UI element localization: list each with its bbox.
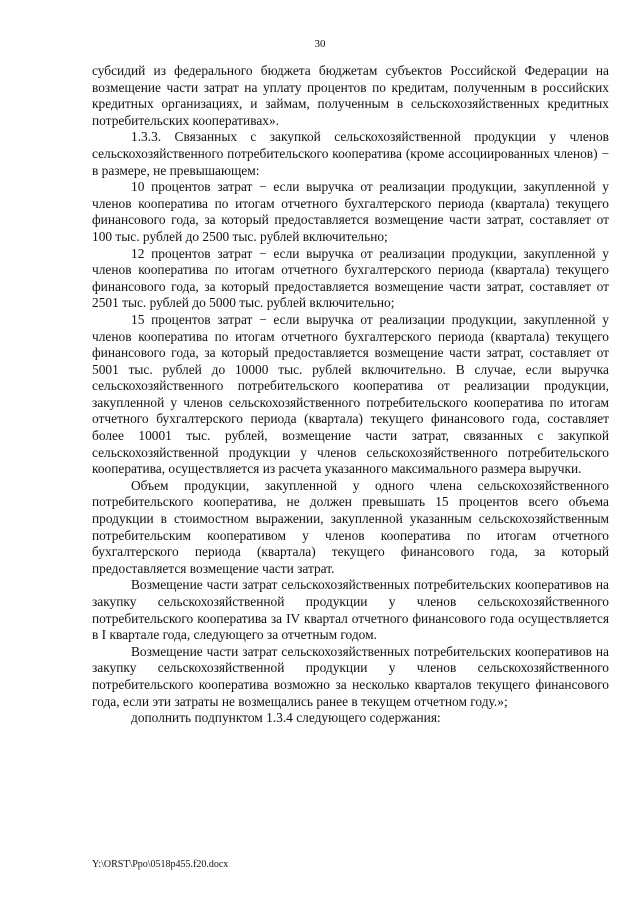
paragraph-q4-reimbursement: Возмещение части затрат сельскохозяйственных потребительских кооперативов на закупку сельскохозяйственной продукции у членов сельскохозяйственного потребительского кооператива за IV квартал отчетного финансового года осуществляется в I квартале года, следующего за отчетным годом. [92,577,609,643]
paragraph-volume-limit: Объем продукции, закупленной у одного члена сельскохозяйственного потребительского кооператива, не должен превышать 15 процентов всего объема продукции в стоимостном выражении, закупленной указанным сельскохозяйственным потребительским кооперативом у членов кооператива по итогам отчетного бухгалтерского периода (квартала) текущего финансового года, за который предоставляется возмещение части затрат. [92,477,609,576]
paragraph-12-percent: 12 процентов затрат − если выручка от реализации продукции, закупленной у членов кооператива по итогам отчетного бухгалтерского периода (квартала) текущего финансового года, за который предоставляется возмещение части затрат, составляет от 2501 тыс. рублей до 5000 тыс. рублей включительно; [92,245,609,311]
paragraph-add-subclause: дополнить подпунктом 1.3.4 следующего содержания: [131,710,441,726]
paragraph-15-percent: 15 процентов затрат − если выручка от реализации продукции, закупленной у членов кооператива по итогам отчетного бухгалтерского периода (квартала) текущего финансового года, за который предоставляется возмещение части затрат, составляет от 5001 тыс. рублей до 10000 тыс. рублей включительно. В случае, если выручка сельскохозяйственного потребительского кооператива от реализации продукции, закупленной у членов сельскохозяйственного потребительского кооператива по итогам отчетного бухгалтерского периода (квартала) текущего финансового года, составляет более 10001 тыс. рублей, возмещение части затрат, связанных с закупкой сельскохозяйственной продукции у членов сельскохозяйственного потребительского кооператива, осуществляется из расчета указанного максимального размера выручки. [92,311,609,477]
footer-file-path: Y:\ORST\Ppo\0518p455.f20.docx [92,859,229,870]
document-body [92,63,609,727]
paragraph-multi-quarter: Возмещение части затрат сельскохозяйственных потребительских кооперативов на закупку сельскохозяйственной продукции у членов сельскохозяйственного потребительского кооператива возможно за несколько кварталов текущего финансового года, если эти затраты не возмещались ранее в текущем отчетном году.»; [92,643,609,709]
paragraph-10-percent: 10 процентов затрат − если выручка от реализации продукции, закупленной у членов кооператива по итогам отчетного бухгалтерского периода (квартала) текущего финансового года, за который предоставляется возмещение части затрат, составляет от 100 тыс. рублей до 2500 тыс. рублей включительно; [92,179,609,244]
paragraph-clause-1-3-3: 1.3.3. Связанных с закупкой сельскохозяйственной продукции у членов сельскохозяйственного потребительского кооператива (кроме ассоциированных членов) − в размере, не превышающем: [92,129,609,178]
page-number: 30 [314,38,326,50]
paragraph-continuation: субсидий из федерального бюджета бюджетам субъектов Российской Федерации на возмещение части затрат на уплату процентов по кредитам, полученным в российских кредитных организациях, и займам, полученным в сельскохозяйственных кредитных потребительских кооперативах». [92,63,609,128]
